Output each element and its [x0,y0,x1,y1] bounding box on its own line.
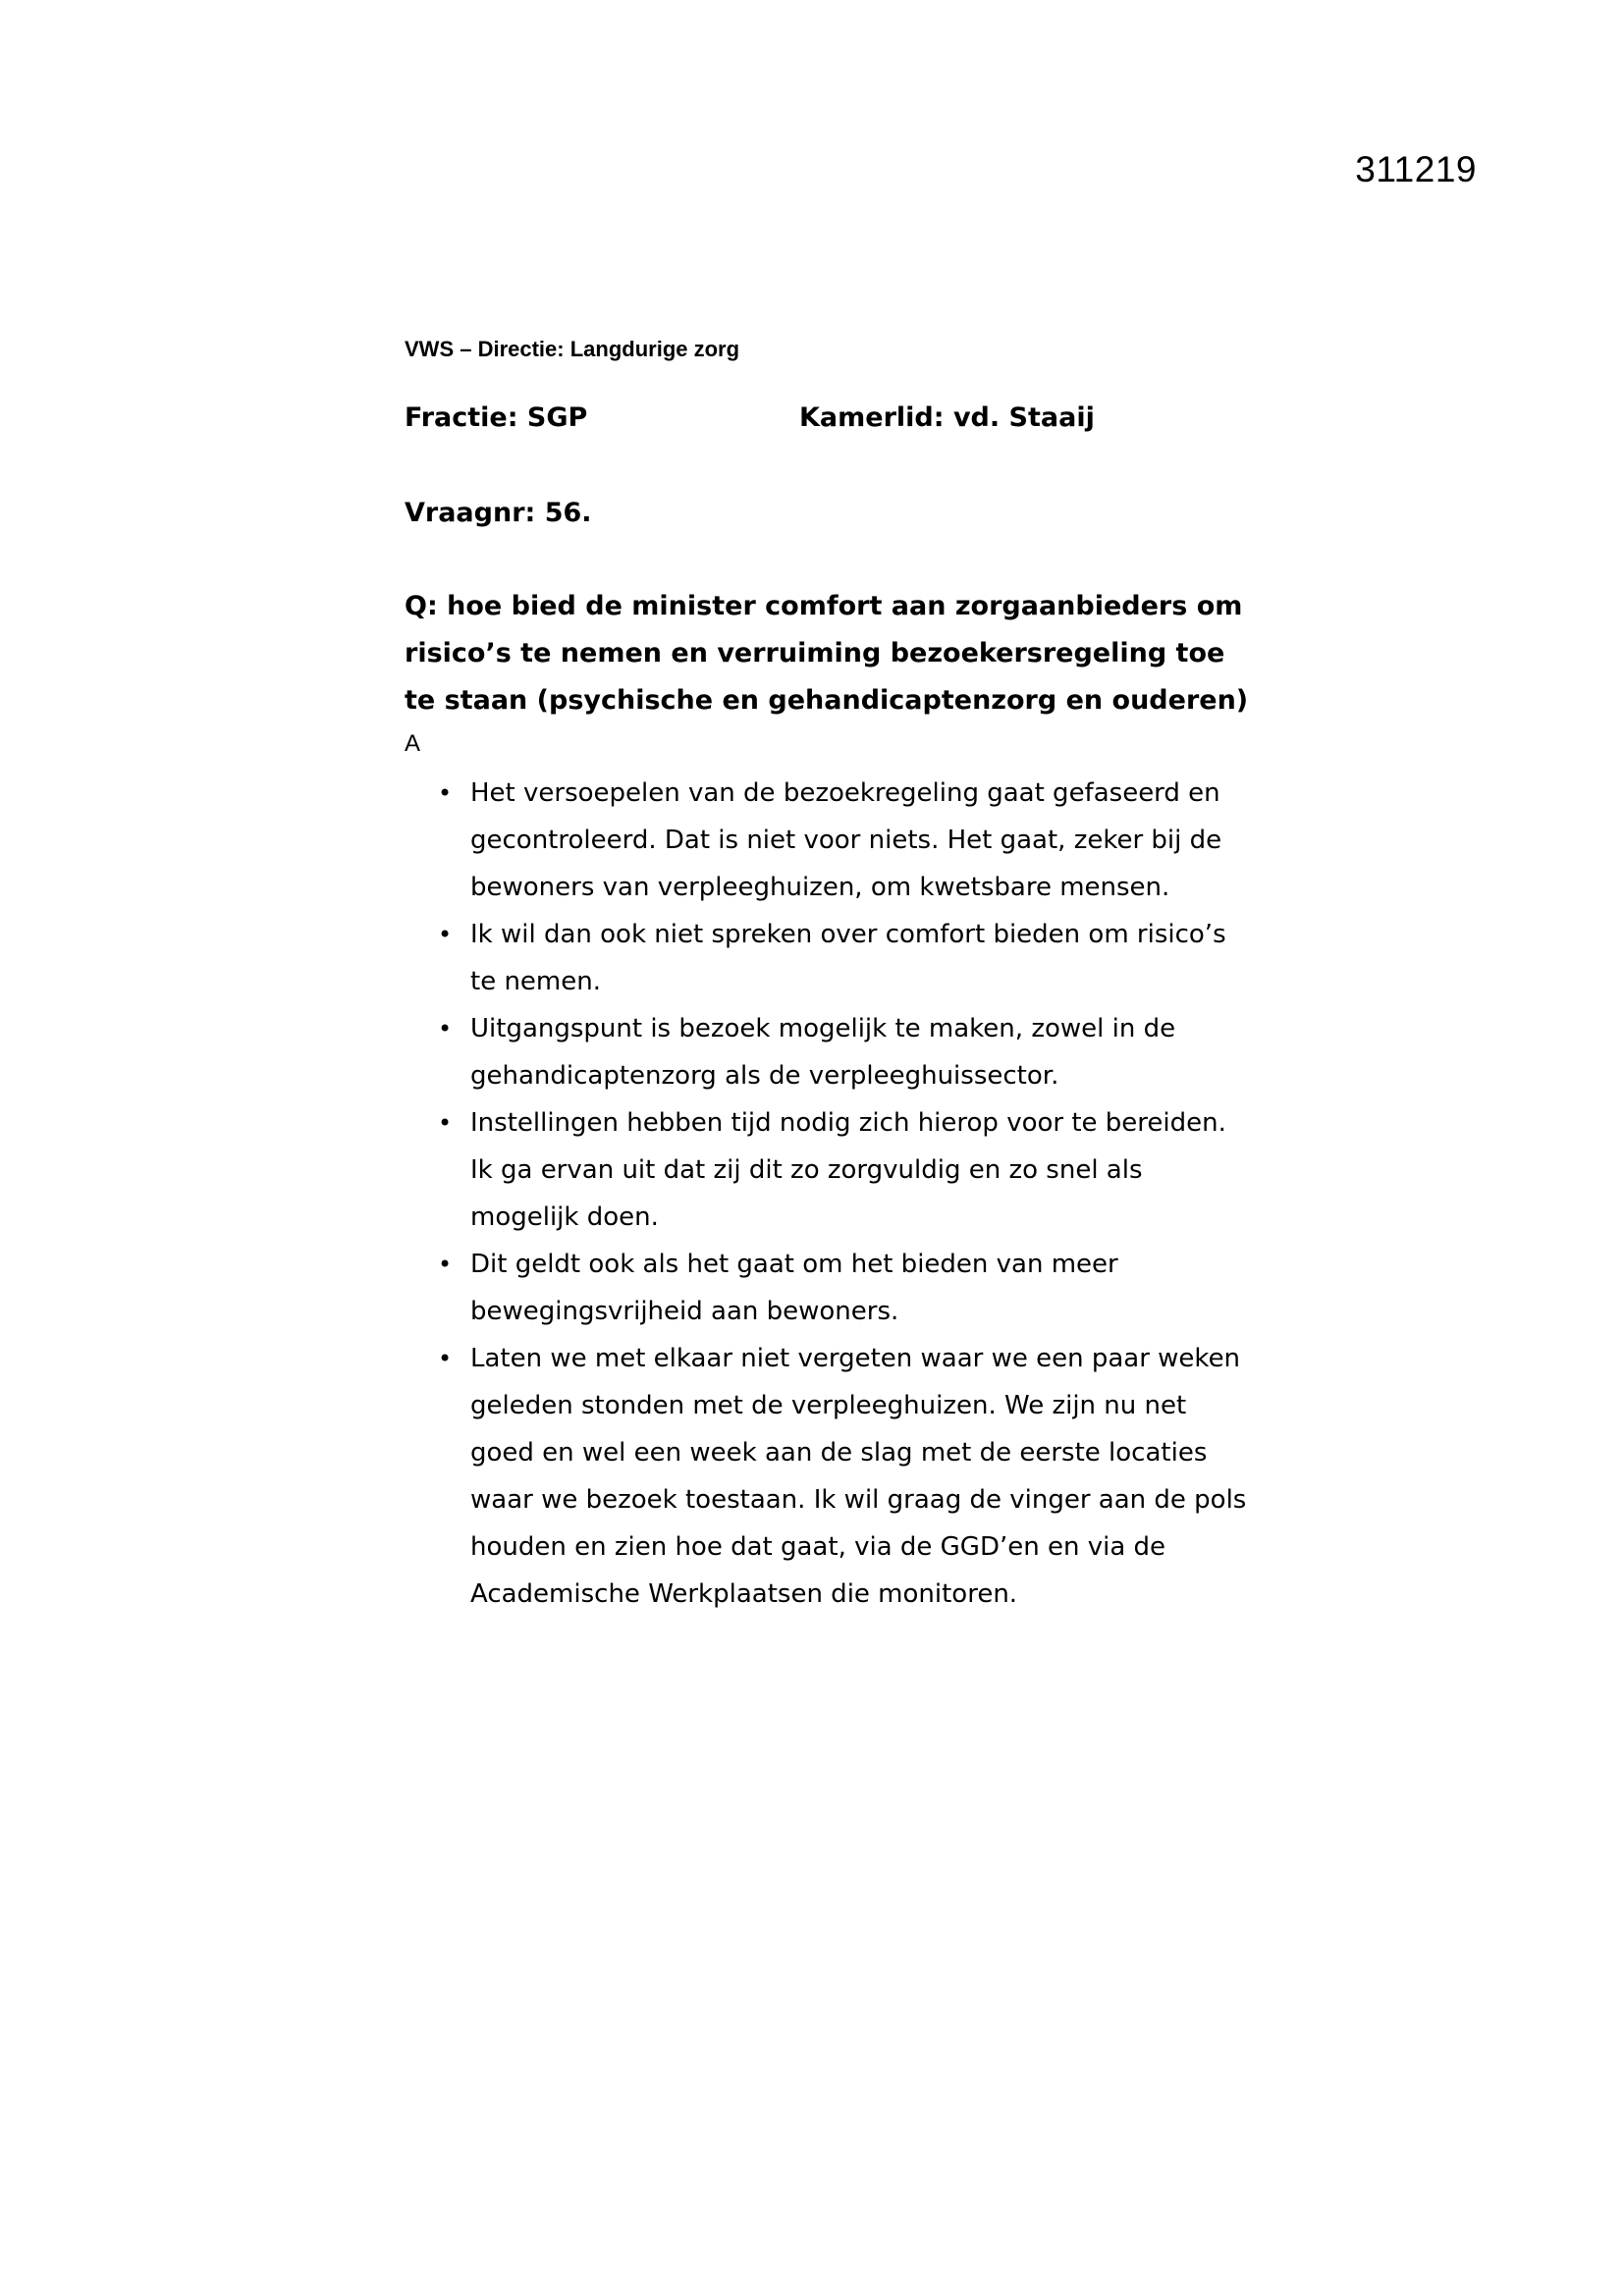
directie-heading: VWS – Directie: Langdurige zorg [405,337,740,361]
answer-item-text: Laten we met elkaar niet vergeten waar we een paar weken geleden stonden met de verpleeghuizen. We zijn nu net goed en wel een week aan de slag met de eerste locaties waar we bezoek toestaan. Ik wil graag de vinger aan de pols houden en zien hoe dat gaat, via de GGD’en en via de Academische Werkplaatsen die monitoren. [470,1344,1247,1609]
bullet-icon: • [438,1345,453,1372]
answer-item [405,1005,1249,1099]
meta-row [405,402,1249,433]
fractie-label: Fractie: SGP [405,402,588,433]
answer-item [405,1335,1249,1618]
bullet-icon: • [438,921,453,948]
bullet-icon: • [438,779,453,807]
answer-item [405,770,1249,911]
answer-item [405,911,1249,1005]
bullet-icon: • [438,1015,453,1042]
answer-item-text: Uitgangspunt is bezoek mogelijk te maken, zowel in de gehandicaptenzorg als de verpleeghuissector. [470,1014,1176,1091]
answer-item [405,1099,1249,1241]
document-number: 311219 [1355,149,1477,189]
answer-item-text: Ik wil dan ook niet spreken over comfort bieden om risico’s te nemen. [470,920,1226,996]
answer-item-text: Dit geldt ook als het gaat om het bieden van meer bewegingsvrijheid aan bewoners. [470,1250,1118,1326]
answer-list [405,770,1249,1618]
question-number: Vraagnr: 56. [405,498,592,528]
answer-label: A [405,730,421,757]
kamerlid-label: Kamerlid: vd. Staaij [799,402,1095,433]
bullet-icon: • [438,1109,453,1137]
answer-item [405,1241,1249,1335]
answer-item-text: Instellingen hebben tijd nodig zich hierop voor te bereiden. Ik ga ervan uit dat zij dit zo zorgvuldig en zo snel als mogelijk doen. [470,1108,1226,1232]
question-text: Q: hoe bied de minister comfort aan zorgaanbieders om risico’s te nemen en verruiming bezoekersregeling toe te staan (psychische en gehandicaptenzorg en ouderen) [405,591,1249,716]
answer-item-text: Het versoepelen van de bezoekregeling gaat gefaseerd en gecontroleerd. Dat is niet voor niets. Het gaat, zeker bij de bewoners van verpleeghuizen, om kwetsbare mensen. [470,778,1222,902]
bullet-icon: • [438,1251,453,1278]
